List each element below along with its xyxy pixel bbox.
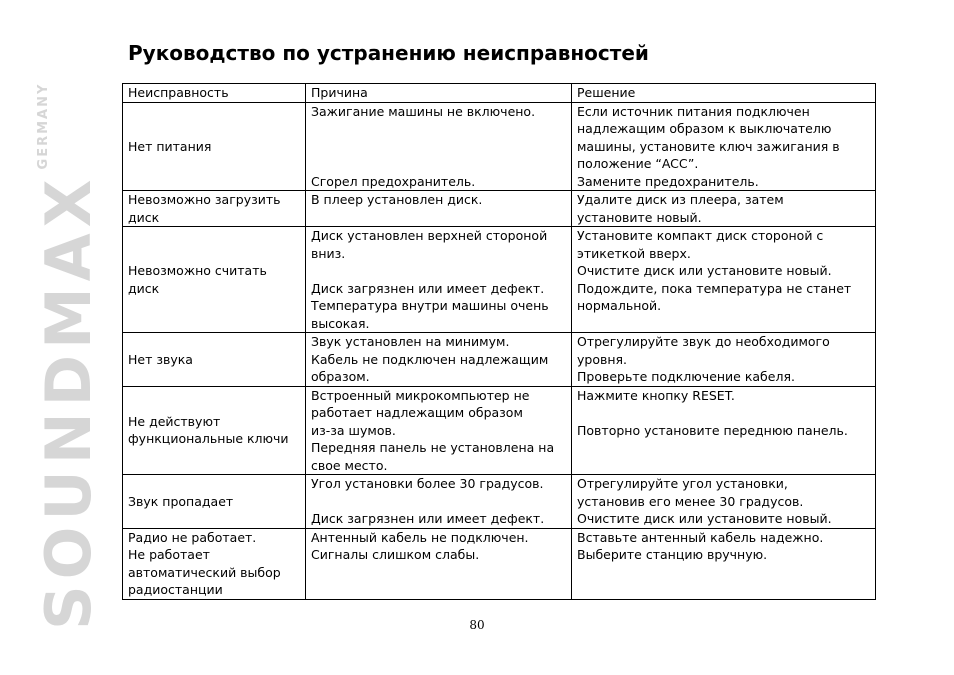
cause-line: Передняя панель не установлена на — [311, 440, 555, 455]
table-row — [123, 227, 876, 333]
table-body — [123, 102, 876, 599]
cause-line: образом. — [311, 369, 370, 384]
solution-line: Если источник питания подключен — [577, 103, 810, 119]
cause-line — [311, 120, 566, 138]
cause-cell — [306, 528, 572, 599]
cause-line: Сигналы слишком слабы. — [311, 547, 480, 562]
solution-line: Очистите диск или установите новый. — [577, 263, 832, 278]
solution-line: Очистите диск или установите новый. — [577, 511, 832, 526]
problem-text: Нет питания — [128, 138, 212, 154]
cause-line — [311, 493, 566, 511]
problem-cell — [123, 227, 306, 333]
header-problem: Неисправность — [123, 84, 306, 103]
solution-cell — [572, 386, 876, 475]
cause-line: Встроенный микрокомпьютер не — [311, 387, 530, 403]
problem-cell — [123, 102, 306, 191]
cause-cell — [306, 227, 572, 333]
problem-cell — [123, 333, 306, 387]
cause-line: Диск загрязнен или имеет дефект. — [311, 280, 545, 296]
table-header-row — [123, 84, 876, 103]
solution-line: Повторно установите переднюю панель. — [577, 422, 848, 438]
cause-line: Кабель не подключен надлежащим — [311, 351, 549, 367]
table-row — [123, 475, 876, 529]
cause-line: работает надлежащим образом — [311, 405, 523, 420]
problem-text: Радио не работает. Не работает автоматический выбор радиостанции — [128, 529, 281, 597]
brand-name: SOUNDMAX — [32, 173, 105, 630]
cause-line — [311, 138, 566, 156]
cause-line: В плеер установлен диск. — [311, 192, 483, 207]
solution-cell — [572, 191, 876, 227]
solution-line: установите новый. — [577, 209, 702, 225]
solution-line: машины, установите ключ зажигания в — [577, 138, 840, 154]
solution-cell — [572, 475, 876, 529]
page-title: Руководство по устранению неисправностей — [128, 41, 649, 65]
solution-line: Нажмите кнопку RESET. — [577, 387, 735, 403]
table-row — [123, 191, 876, 227]
page-number: 80 — [469, 618, 485, 632]
problem-cell — [123, 386, 306, 475]
solution-line: Отрегулируйте звук до необходимого — [577, 334, 830, 349]
cause-line: свое место. — [311, 457, 388, 473]
problem-text: Не действуют функциональные ключи — [128, 413, 289, 447]
cause-line: Звук установлен на минимум. — [311, 334, 510, 349]
solution-line: Проверьте подключение кабеля. — [577, 369, 795, 384]
header-solution: Решение — [572, 84, 876, 103]
cause-cell — [306, 475, 572, 529]
cause-line — [311, 262, 566, 280]
brand-country: GERMANY — [36, 82, 51, 170]
table-row — [123, 386, 876, 475]
problem-text: Звук пропадает — [128, 493, 234, 509]
table-row — [123, 102, 876, 191]
solution-line: Удалите диск из плеера, затем — [577, 192, 784, 207]
table-row — [123, 528, 876, 599]
cause-cell — [306, 102, 572, 191]
cause-line: высокая. — [311, 315, 370, 331]
cause-line: вниз. — [311, 245, 346, 261]
solution-line: Замените предохранитель. — [577, 173, 759, 189]
table-row — [123, 333, 876, 387]
solution-line: Отрегулируйте угол установки, — [577, 476, 788, 491]
cause-cell — [306, 191, 572, 227]
cause-line: Диск загрязнен или имеет дефект. — [311, 511, 545, 526]
header-cause: Причина — [306, 84, 572, 103]
cause-line: Температура внутри машины очень — [311, 298, 549, 313]
solution-line: Выберите станцию вручную. — [577, 547, 768, 562]
solution-line — [577, 404, 870, 422]
solution-cell — [572, 227, 876, 333]
solution-line: надлежащим образом к выключателю — [577, 121, 832, 136]
solution-line: положение “ACC”. — [577, 156, 699, 171]
brand-logo — [30, 40, 108, 630]
solution-cell — [572, 528, 876, 599]
cause-line — [311, 155, 566, 173]
cause-line: из-за шумов. — [311, 422, 396, 438]
solution-cell — [572, 333, 876, 387]
cause-line: Сгорел предохранитель. — [311, 173, 476, 189]
cause-line: Зажигание машины не включено. — [311, 103, 536, 119]
problem-text: Невозможно считать диск — [128, 263, 271, 296]
problem-text: Невозможно загрузить диск — [128, 192, 285, 225]
cause-line: Угол установки более 30 градусов. — [311, 476, 544, 491]
cause-cell — [306, 386, 572, 475]
solution-line: этикеткой вверх. — [577, 245, 691, 261]
solution-line: уровня. — [577, 351, 628, 367]
solution-line: Вставьте антенный кабель надежно. — [577, 529, 824, 545]
solution-line: нормальной. — [577, 298, 662, 313]
solution-line: установив его менее 30 градусов. — [577, 493, 804, 509]
problem-cell — [123, 191, 306, 227]
troubleshooting-table — [122, 83, 876, 600]
solution-line: Установите компакт диск стороной с — [577, 228, 824, 243]
problem-cell — [123, 528, 306, 599]
solution-line: Подождите, пока температура не станет — [577, 280, 852, 296]
problem-cell — [123, 475, 306, 529]
cause-line: Диск установлен верхней стороной — [311, 228, 548, 243]
cause-line: Антенный кабель не подключен. — [311, 529, 529, 545]
problem-text: Нет звука — [128, 351, 193, 367]
solution-cell — [572, 102, 876, 191]
cause-cell — [306, 333, 572, 387]
